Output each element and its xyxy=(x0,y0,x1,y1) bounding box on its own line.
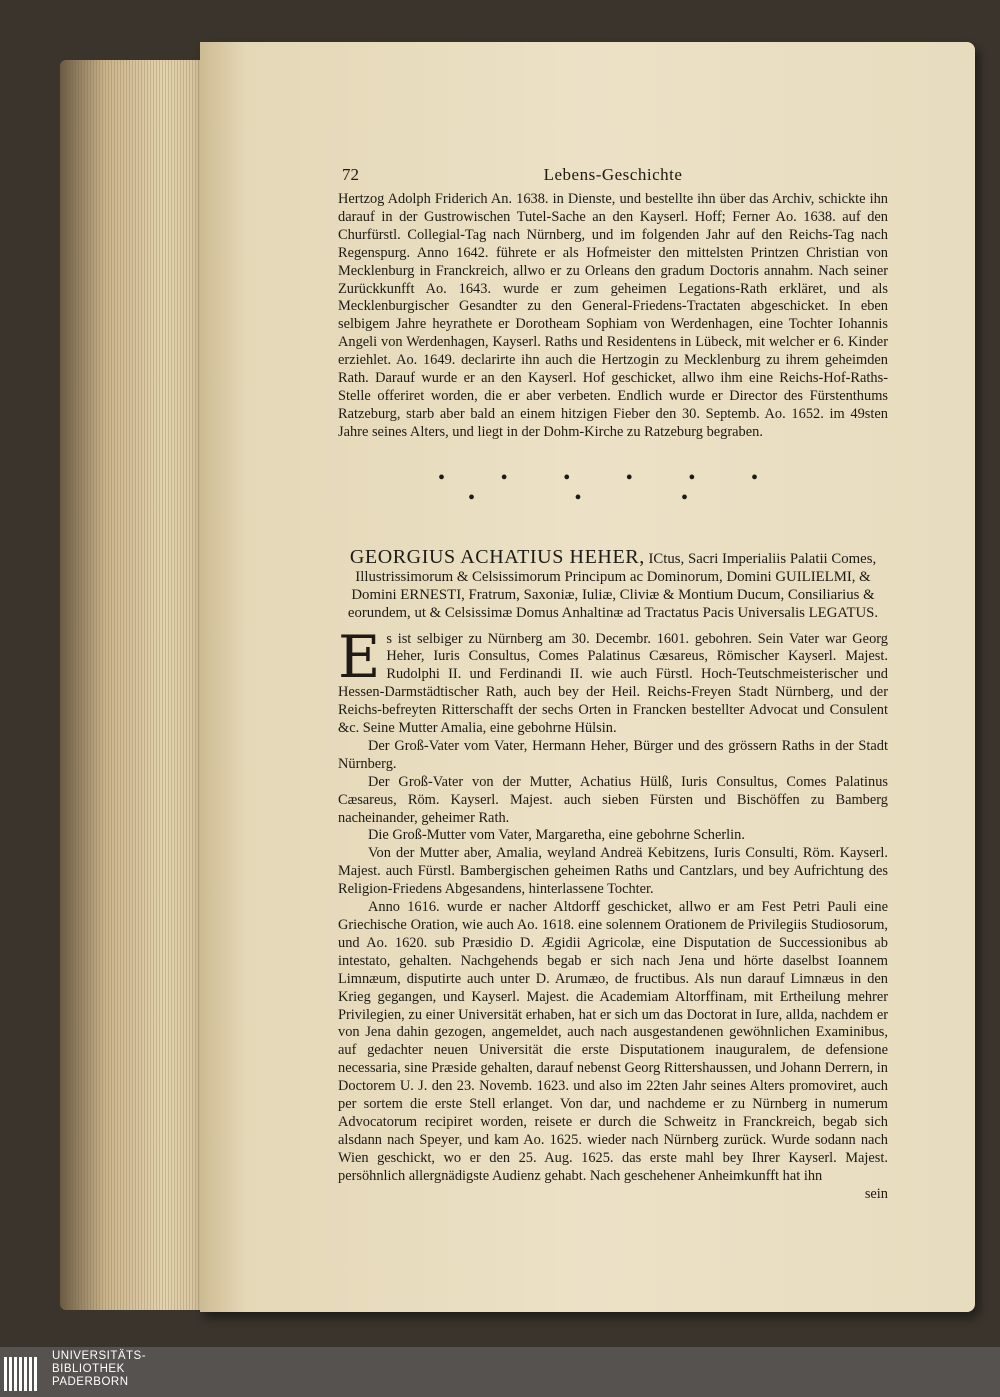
paragraph-birth-text: s ist selbiger zu Nürnberg am 30. Decembr. 1601. gebohren. Sein Vater war Georg Heher, Iuris Consultus, Comes Palatinus Cæsareus, Römischer Kayserl. Majest. Rudolphi II. und Ferdinandi II. wie auch Fürstl. Hoch-Teutschmeisterischer und Hessen-Darmstädtischer Rath, auch bey der Heil. Reichs-Freyen Stadt Nürnberg, und der Reichs-befreyten Ritterschafft der sechs Orten in Francken bestellter Advocat und Consulent &c. Seine Mutter Amalia, eine gebohrne Hülsin. xyxy=(338,630,888,737)
paragraph-education: Anno 1616. wurde er nacher Altdorff geschicket, allwo er am Fest Petri Pauli eine Griechische Oration, wie auch Ao. 1618. eine solennem Orationem de Privilegiis Studiosorum, und Ao. 1620. sub Præsidio D. Ægidii Agricolæ, eine Disputation de Successionibus ab intestato, gehalten. Nachgehends begab er sich nach Jena und hörte daselbst Ioannem Limnæum, disputirte auch unter D. Arumæo, de fructibus. Als nun darauf Limnæus in den Krieg gegangen, und Kayserl. Majest. die Academiam Altorffinam, mit Ertheilung mehrer Privilegien, zu einer Universität erhaben, hat er sich um das Doctorat in Iure, allda, nachdem er von Jena dahin gezogen, angemeldet, auch nach ausgestandenen gewöhnlichen Examinibus, auf gedachter neuen Universität die erste Disputationem inauguralem, de defensione necessaria, sine Præside gehalten, darauf nebenst Georg Rittershaussen, und Johann Derrern, in Doctorem U. J. den 23. Novemb. 1623. und also im 22ten Jahr seines Alters promoviret, auch per sortem die erste Stell erlanget. Von dar, und nachdeme er zu Nürnberg in numerum Advocatorum recipiret worden, reisete er durch die Schweitz in Franckreich, begab sich alsdann nach Speyer, und kam Ao. 1625. wieder nach Nürnberg zurück. Wurde sodann nach Wien geschickt, wo er den 25. Aug. 1625. das erste mahl bey Ihrer Kayserl. Majest. persöhnlich allergnädigste Audienz gehabt. Nach geschehener Anheimkunfft hat ihn xyxy=(338,899,888,1184)
catchword: sein xyxy=(864,1185,888,1202)
ornament-dot: • xyxy=(500,466,508,489)
ornament-dot: • xyxy=(438,466,446,489)
paragraph-birth xyxy=(338,622,888,738)
ornament-dot: • xyxy=(750,466,758,489)
drop-cap: E xyxy=(338,622,381,691)
library-name-line3: PADERBORN xyxy=(52,1376,129,1388)
page-header xyxy=(338,165,888,191)
ornament-dot: • xyxy=(625,466,633,489)
title-name: GEORGIUS ACHATIUS HEHER, xyxy=(349,545,645,568)
book-page-edges xyxy=(60,60,210,1310)
library-logo-icon xyxy=(4,1357,44,1391)
biography-title xyxy=(338,545,888,623)
title-description: ICtus, Sacri Imperialiis Palatii Comes, Illustrissimorum & Celsissimorum Principum ac Dominorum, Domini GUILIELMI, & Domini ERNESTI, Fratrum, Saxoniæ, Iuliæ, Cliviæ & Montium Ducum, Consiliarius & eorundem, ut & Celsissimæ Domus Anhaltinæ ad Tractatus Pacis Universalis LEGATUS. xyxy=(347,550,879,622)
paragraph-grandfather-maternal: Der Groß-Vater von der Mutter, Achatius Hülß, Iuris Consultus, Comes Palatinus Cæsareus, Röm. Kayserl. Majest. auch sieben Fürsten und Bischöffen zu Bamberg nacheinander, geheimer Rath. xyxy=(338,773,888,826)
ornament-dot: • xyxy=(688,466,696,489)
ornament-dot: • xyxy=(680,486,688,509)
paragraph-grandmother-maternal: Von der Mutter aber, Amalia, weyland Andreä Kebitzens, Iuris Consulti, Röm. Kayserl. Majest. auch Fürstl. Bambergischen geheimen Raths und Cantzlars, und bey Aufrichtung des Religion-Friedens Abgesandens, hinterlassene Tochter. xyxy=(338,845,888,898)
ornament-dots-row1 xyxy=(438,468,758,488)
running-head: Lebens-Geschichte xyxy=(543,165,683,184)
library-footer xyxy=(0,1347,1000,1397)
ornament-dot: • xyxy=(563,466,571,489)
ornament-dot: • xyxy=(574,486,582,509)
ornament-dots-row2 xyxy=(468,488,688,508)
paragraph-grandmother-paternal: Die Groß-Mutter vom Vater, Margaretha, eine gebohrne Scherlin. xyxy=(368,827,745,844)
paragraph-grandfather-paternal: Der Groß-Vater vom Vater, Hermann Heher, Bürger und des grössern Raths in der Stadt Nürnberg. xyxy=(338,737,888,772)
page-number: 72 xyxy=(342,165,359,184)
section1-paragraph: Hertzog Adolph Friderich An. 1638. in Dienste, und bestellte ihn über das Archiv, schickte ihn darauf in der Gustrowischen Tutel-Sache an den Kayserl. Hoff; Ferner Ao. 1638. auf den Churfürstl. Collegial-Tag nach Nürnberg, und im folgenden Jahr auf den Reichs-Tag nach Regenspurg. Anno 1642. führete er als Hofmeister den mittelsten Printzen Christian von Mecklenburg in Franckreich, allwo er zu Orleans den gradum Doctoris annahm. Nach seiner Zurückkunfft Ao. 1643. wurde er zum geheimen Legations-Rath erkläret, und als Mecklenburgischer Gesandter zu den General-Friedens-Tractaten abgeschicket. In eben selbigem Jahre heyrathete er Dorotheam Sophiam von Werdenhagen, eine Tochter Iohannis Angeli von Werdenhagen, Kayserl. Raths und Residentens in Lübeck, mit welcher er 6. Kinder erziehlet. Ao. 1649. declarirte ihn auch die Hertzogin zu Mecklenburg zu ihrem geheimden Rath. Darauf wurde er an den Kayserl. Hof geschicket, allwo ihm eine Reichs-Hof-Raths-Stelle offeriret worden, die er aber verbeten. Endlich wurde er Director des Fürstenthums Ratzeburg, starb aber bald an einem hitzigen Fieber den 30. Septemb. Ao. 1652. im 49sten Jahre seines Alters, und liegt in der Dohm-Kirche zu Ratzeburg begraben. xyxy=(338,191,888,440)
ornament-dot: • xyxy=(468,486,476,509)
biography-body xyxy=(338,622,888,1204)
library-name-line1: UNIVERSITÄTS- xyxy=(52,1350,147,1362)
library-name-line2: BIBLIOTHEK xyxy=(52,1363,125,1375)
page-content xyxy=(338,165,888,1204)
library-name xyxy=(52,1350,146,1389)
